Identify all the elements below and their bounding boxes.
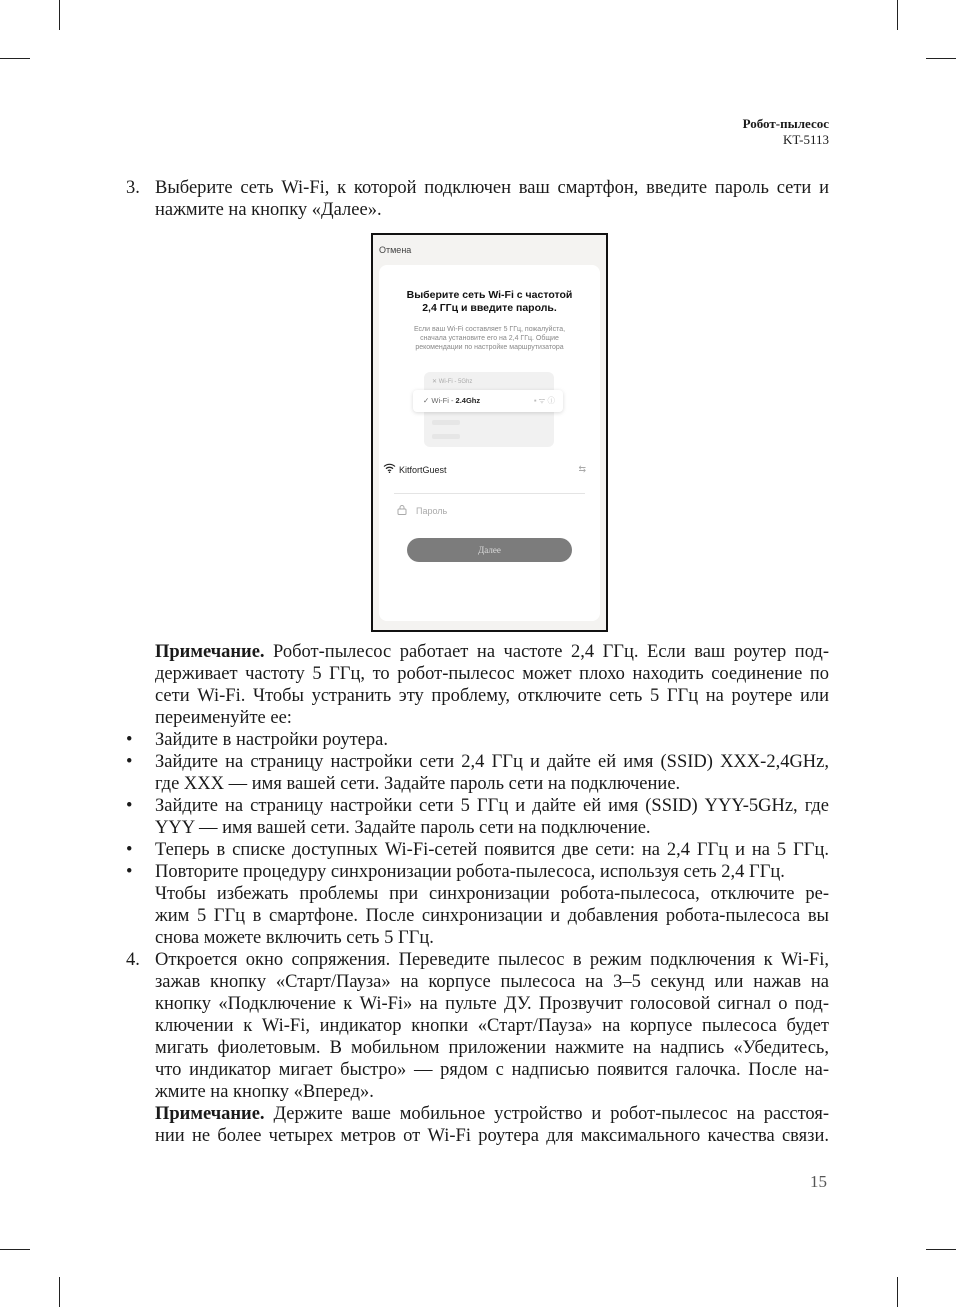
text-line: Зайдите в настройки роутера. [155, 730, 388, 750]
network-illustration [424, 372, 554, 447]
bullet-mark: • [126, 752, 133, 772]
divider [394, 493, 585, 494]
hint-line: сначала установите его на 2,4 ГГц. Общие [420, 335, 559, 342]
text-line: переименуйте ее: [155, 708, 292, 728]
text-line: снова можете включить сеть 5 ГГц. [155, 928, 434, 948]
step-number: 3. [126, 178, 140, 198]
text-line: Повторите процедуру синхронизации робота-пылесоса, используя сеть 2,4 ГГц. [155, 862, 785, 882]
text-line: Держите ваше мобильное устройство и робот-пылесос на расстоя- [264, 1104, 829, 1124]
text-line: ключении к Wi-Fi, индикатор кнопки «Старт/Пауза» на корпусе пылесоса будет [155, 1016, 829, 1036]
crop-mark [897, 0, 898, 30]
text-line: мигать фиолетовым. В мобильном приложении нажмите на надпись «Убедитесь, [155, 1038, 829, 1058]
step-4 [126, 949, 829, 971]
text-line: держивает частоту 5 ГГц, то робот-пылесос может плохо находить соединение по [155, 664, 829, 684]
body-text [126, 641, 829, 1147]
password-field: Пароль [416, 506, 448, 516]
text-line: сети Wi-Fi. Чтобы устранить эту проблему, отключите сеть 5 ГГц на роутере или [155, 686, 829, 706]
title-line: Выберите сеть Wi-Fi с частотой [406, 289, 573, 301]
next-button: Далее [407, 538, 572, 562]
text-line: где XXX — имя вашей сети. Задайте пароль сети на подключение. [155, 774, 681, 794]
text-line: YYY — имя вашей сети. Задайте пароль сети на подключение. [155, 818, 651, 838]
network-band: 2.4Ghz [455, 396, 481, 405]
cancel-button: Отмена [379, 245, 412, 255]
network-5ghz: ✕ Wi-Fi - 5Ghz [432, 379, 473, 385]
bullet-mark: • [126, 730, 133, 750]
bullet-mark: • [126, 796, 133, 816]
hint-line: Если ваш Wi-Fi составляет 5 ГГц, пожалуйста, [413, 326, 566, 333]
hint-line: рекомендации по настройке маршрутизатора [415, 344, 564, 351]
crop-mark [926, 58, 956, 59]
step-3 [126, 177, 829, 221]
text-line: кнопку «Подключение к Wi-Fi» на пульте ДУ. Прозвучит голосовой сигнал о под- [155, 994, 829, 1014]
switch-network-icon: ⇆ [578, 464, 586, 474]
ssid-field: KitfortGuest [399, 465, 447, 475]
crop-mark [0, 58, 30, 59]
running-header-title: Робот-пылесос [742, 116, 829, 131]
step-number: 4. [126, 950, 140, 970]
text-line: нии не более четырех метров от Wi-Fi роутера для максимального качества связи. [155, 1126, 829, 1146]
wifi-card [379, 265, 600, 621]
crop-mark [59, 0, 60, 30]
crop-mark [0, 1249, 30, 1250]
bullet-item [126, 861, 829, 883]
bullet-mark: • [126, 840, 133, 860]
running-header-model: KT-5113 [783, 132, 829, 147]
network-status-icons: ▪ ᯤ ⓘ [533, 396, 555, 405]
text-line: Откроется окно сопряжения. Переведите пылесос в режим подключения к Wi-Fi, [155, 950, 829, 970]
bullet-mark: • [126, 862, 133, 882]
crop-mark [926, 1249, 956, 1250]
bullet-item [126, 751, 829, 773]
text-line: Зайдите на страницу настройки сети 5 ГГц и дайте ей имя (SSID) YYY-5GHz, где [155, 796, 829, 816]
bullet-item [126, 839, 829, 861]
text-line: Робот-пылесос работает на частоте 2,4 ГГц. Если ваш роутер под- [264, 642, 829, 662]
text-line: что индикатор мигает быстро» — рядом с надписью появится галочка. После на- [155, 1060, 829, 1080]
note-label: Примечание. [155, 642, 265, 662]
text-line: Выберите сеть Wi-Fi, к которой подключен ваш смартфон, введите пароль сети и [155, 178, 829, 198]
wifi-hint [389, 325, 590, 352]
page-number: 15 [810, 1172, 827, 1191]
text-line: Зайдите на страницу настройки сети 2,4 ГГц и дайте ей имя (SSID) XXX-2,4GHz, [155, 752, 829, 772]
placeholder-bar [432, 420, 460, 425]
app-screenshot [371, 233, 608, 632]
crop-mark [897, 1277, 898, 1307]
title-line: 2,4 ГГц и введите пароль. [422, 302, 557, 314]
text-line: жим 5 ГГц в смартфоне. После синхронизации и добавления робота-пылесоса вы [155, 906, 829, 926]
text-line: Чтобы избежать проблемы при синхронизации робота-пылесоса, отключите ре- [155, 884, 829, 904]
text-line: нажмите на кнопку «Далее». [155, 200, 382, 220]
placeholder-bar [432, 434, 460, 439]
text-line: Теперь в списке доступных Wi-Fi-сетей появится две сети: на 2,4 ГГц и на 5 ГГц. [155, 840, 829, 860]
note-label: Примечание. [155, 1104, 265, 1124]
bullet-item [126, 795, 829, 817]
network-label: ✓ Wi-Fi - [423, 396, 456, 405]
network-24ghz [413, 390, 563, 412]
lock-icon [397, 504, 407, 514]
bullet-item [126, 729, 829, 751]
text-line: зажав кнопку «Старт/Пауза» на корпусе пылесоса на 3–5 секунд или нажав на [155, 972, 829, 992]
wifi-title [379, 289, 600, 315]
crop-mark [59, 1277, 60, 1307]
text-line: жмите на кнопку «Вперед». [155, 1082, 374, 1102]
wifi-icon [383, 463, 396, 476]
